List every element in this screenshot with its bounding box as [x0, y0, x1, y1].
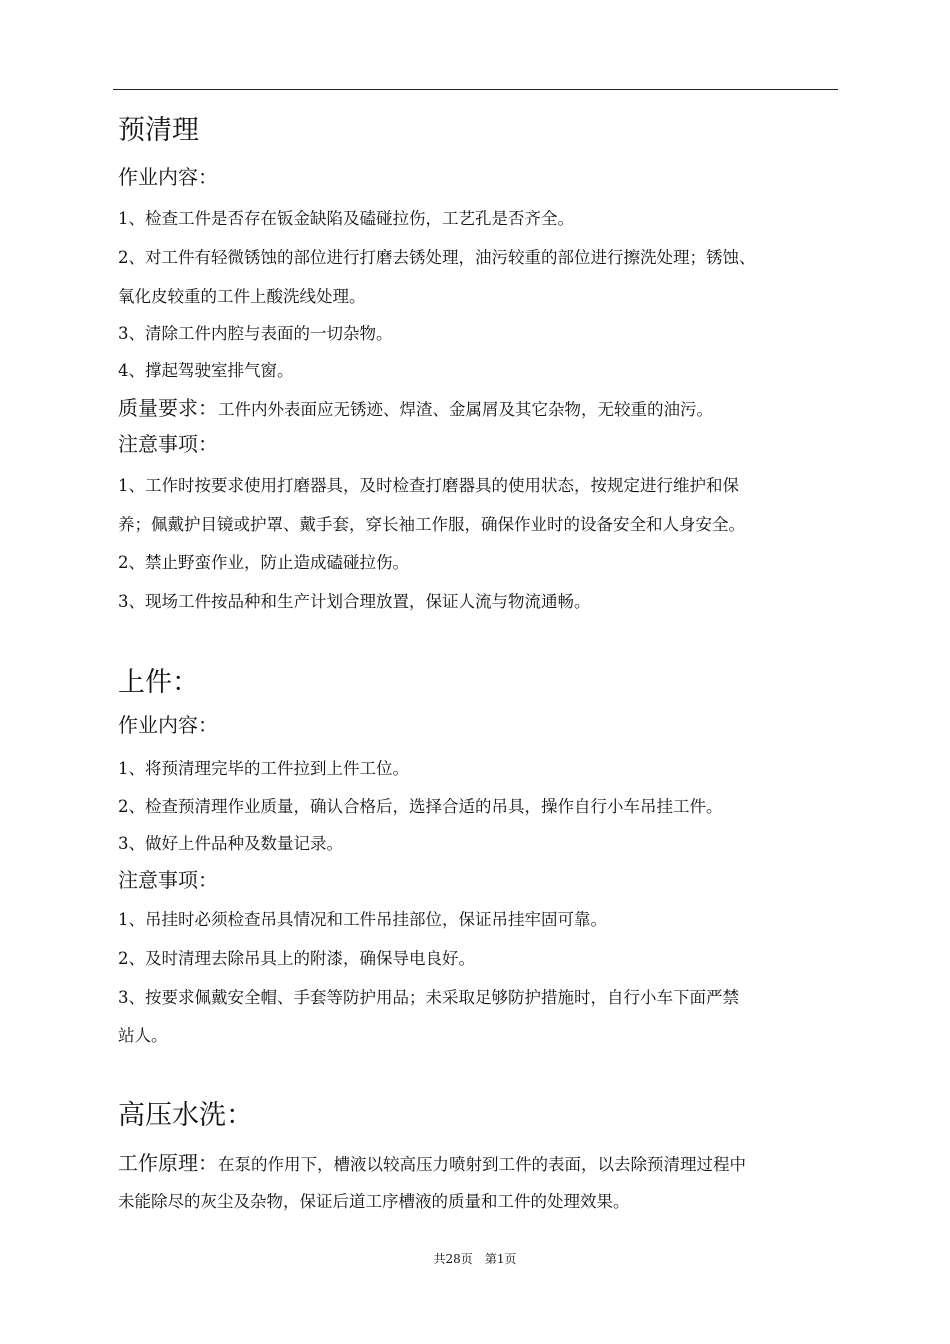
section-title-loading: 上件： — [118, 667, 199, 698]
notes-heading-preclean: 注意事项： — [118, 432, 218, 456]
list-item: 3、现场工件按品种和生产计划合理放置，保证人流与物流通畅。 — [118, 592, 591, 611]
work-heading-loading: 作业内容： — [118, 713, 218, 737]
notes-heading-loading: 注意事项： — [118, 868, 218, 892]
section-title-preclean: 预清理 — [118, 115, 199, 146]
list-item: 3、按要求佩戴安全帽、手套等防护用品；未采取足够防护措施时，自行小车下面严禁 — [118, 988, 739, 1007]
page-footer — [0, 1250, 950, 1267]
quality-label: 质量要求： — [118, 396, 218, 420]
list-item: 2、对工件有轻微锈蚀的部位进行打磨去锈处理，油污较重的部位进行擦洗处理；锈蚀、 — [118, 248, 756, 267]
principle-text-1: 在泵的作用下，槽液以较高压力喷射到工件的表面，以去除预清理过程中 — [218, 1155, 746, 1174]
list-item: 氧化皮较重的工件上酸洗线处理。 — [118, 287, 366, 306]
list-item: 1、吊挂时必须检查吊具情况和工件吊挂部位，保证吊挂牢固可靠。 — [118, 910, 607, 929]
quality-requirement — [118, 392, 713, 421]
list-item: 1、将预清理完毕的工件拉到上件工位。 — [118, 759, 409, 778]
quality-text: 工件内外表面应无锈迹、焊渣、金属屑及其它杂物，无较重的油污。 — [218, 400, 713, 419]
principle-label: 工作原理： — [118, 1151, 218, 1175]
header-rule — [113, 89, 838, 90]
principle-text-2: 未能除尽的灰尘及杂物，保证后道工序槽液的质量和工件的处理效果。 — [118, 1192, 630, 1211]
section-title-hp-wash: 高压水洗： — [118, 1100, 253, 1131]
page-current: 第1页 — [484, 1252, 517, 1266]
list-item: 2、检查预清理作业质量，确认合格后，选择合适的吊具，操作自行小车吊挂工件。 — [118, 797, 723, 816]
list-item: 养；佩戴护目镜或护罩、戴手套，穿长袖工作服，确保作业时的设备安全和人身安全。 — [118, 515, 745, 534]
principle-line-1 — [118, 1147, 746, 1176]
list-item: 4、撑起驾驶室排气窗。 — [118, 361, 294, 380]
list-item: 站人。 — [118, 1026, 168, 1045]
list-item: 3、清除工件内腔与表面的一切杂物。 — [118, 324, 393, 343]
list-item: 1、检查工件是否存在钣金缺陷及磕碰拉伤，工艺孔是否齐全。 — [118, 209, 574, 228]
work-heading-preclean: 作业内容： — [118, 165, 218, 189]
list-item: 2、及时清理去除吊具上的附漆，确保导电良好。 — [118, 949, 475, 968]
list-item: 1、工作时按要求使用打磨器具，及时检查打磨器具的使用状态，按规定进行维护和保 — [118, 476, 739, 495]
list-item: 2、禁止野蛮作业，防止造成磕碰拉伤。 — [118, 553, 409, 572]
page-total: 共28页 — [433, 1252, 473, 1266]
list-item: 3、做好上件品种及数量记录。 — [118, 834, 343, 853]
